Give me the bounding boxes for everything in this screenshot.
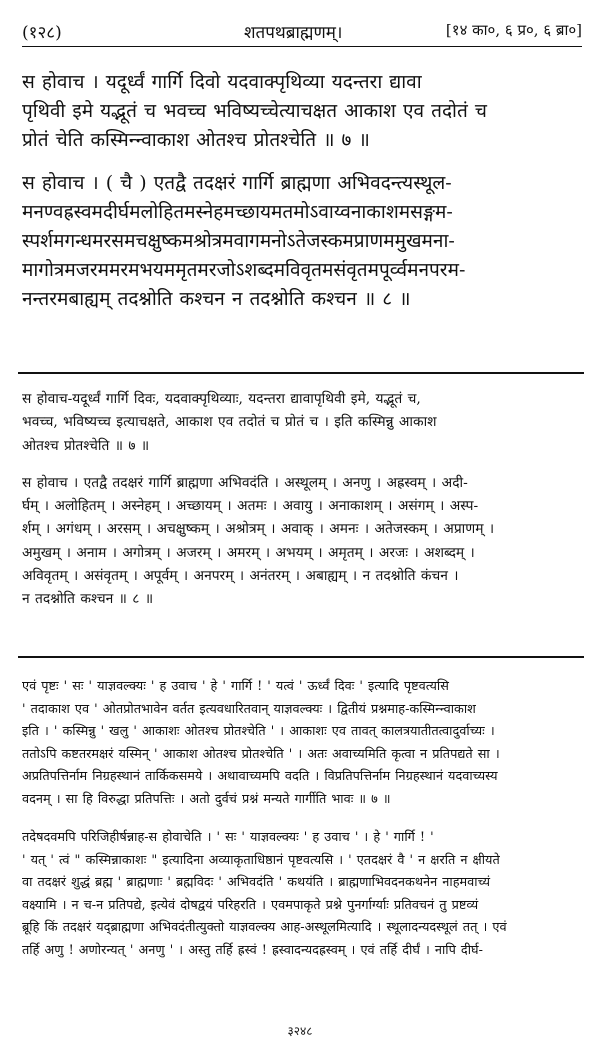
header-page-number: (१२८) xyxy=(22,23,62,43)
padapatha-paragraph-8: स होवाच । एतद्वै तदक्षरं गार्गि ब्राह्मणा अभिवदंति । अस्थूलम् । अनणु । अह्रस्वम् । अदी- र्घम् । अलोहितम् । अस्नेहम् । अच्छायम् । अतमः । अवायु । अनाकाशम् । असंगम् । अस्प- र्शम् । अगंधम् । अरसम् । अचक्षुष्कम् । अश्रोत्रम् । अवाक् । अमनः । अतेजस्कम् । अप्राणम् । अमुखम् । अनाम । अगोत्रम् । अजरम् । अमरम् । अभयम् । अमृतम् । अरजः । अशब्दम् । अविवृतम् । असंवृतम् । अपूर्वम् । अनपरम् । अनंतरम् । अबाह्यम् । न तदश्नोति कंचन । न तदश्नोति कश्चन ॥ ८ ॥ xyxy=(22,474,495,608)
section-divider xyxy=(18,372,584,374)
footer-page-number: ३२४८ xyxy=(287,1024,313,1038)
padapatha-block xyxy=(22,388,584,612)
padapatha-paragraph-7: स होवाच-यदूर्ध्वं गार्गि दिवः, यदवाक्पृथिव्याः, यदन्तरा द्यावापृथिवी इमे, यद्भूतं च, भवच्च, भविष्यच्च इत्याचक्षते, आकाश एव तदोतं च प्रोतं च । इति कस्मिन्नु आकाश ओतश्च प्रोतश्चेति ॥ ७ ॥ xyxy=(22,391,437,454)
mantra-paragraph-7: स होवाच । यदूर्ध्वं गार्गि दिवो यदवाक्पृथिव्या यदन्तरा द्यावा पृथिवी इमे यद्भूतं च भवच्च भविष्यच्चेत्याचक्षत आकाश एव तदोतं च प्रोतं चेति कस्मिन्न्वाकाश ओतश्च प्रोतश्चेति ॥ ७ ॥ xyxy=(22,71,487,151)
header-reference: [१४ का०, ६ प्र०, ६ ब्रा०] xyxy=(445,21,582,39)
commentary-paragraph-8: तदेषदवमपि परिजिहीर्षन्नाह-स होवाचेति । ' सः ' याज्ञवल्क्यः ' ह उवाच ' । हे ' गार्गि ! ' ' यत् ' त्वं " कस्मिन्नाकाशः " इत्यादिना अव्याकृताधिष्ठानं पृष्टवत्यसि । ' एतदक्षरं वै ' न क्षरति न क्षीयते वा तदक्षरं शुद्धं ब्रह्म ' ब्राह्मणाः ' ब्रह्मविदः ' अभिवदंति ' कथयंति । ब्राह्मणाभिवदनकथनेन नाहमवाच्यं वक्ष्यामि । न च-न प्रतिपद्ये, इत्येवं दोषद्वयं परिहरति । एवमपाकृते प्रश्ने पुनर्गार्ग्याः प्रतिवचनं तु प्रष्टव्यं ब्रूहि किं तदक्षरं यद्ब्राह्मणा अभिवदंतीत्युक्तो याज्ञवल्क्य आह-अस्थूलमित्यादि । स्थूलादन्यदस्थूलं तत् । एवं तर्हि अणु ! अणोरन्यत् ' अनणु ' । अस्तु तर्हि ह्रस्वं ! ह्रस्वादन्यदह्रस्वम् । एवं तर्हि दीर्घं । नापि दीर्घ- xyxy=(22,830,507,958)
header-title: शतपथब्राह्मणम्। xyxy=(244,23,343,43)
page-header xyxy=(22,18,582,47)
commentary-paragraph-7: एवं पृष्टः ' सः ' याज्ञवल्क्यः ' ह उवाच ' हे ' गार्गि ! ' यत्वं ' ऊर्ध्वं दिवः ' इत्यादि पृष्टवत्यसि ' तदाकाश एव ' ओतप्रोतभावेन वर्तत इत्यवधारितवान् याज्ञवल्क्यः । द्वितीयं प्रश्नमाह-कस्मिन्न्वाकाश इति । ' कस्मिन्नु ' खलु ' आकाशः ओतश्च प्रोतश्चेति ' । आकाशः एव तावत् कालत्रयातीतत्वादुर्वाच्यः । ततोऽपि कष्टतरमक्षरं यस्मिन् ' आकाश ओतश्च प्रोतश्चेति ' । अतः अवाच्यमिति कृत्वा न प्रतिपद्यते सा । अप्रतिपत्तिर्नाम निग्रहस्थानं तार्किकसमये । अथावाच्यमपि वदति । विप्रतिपत्तिर्नाम निग्रहस्थानं यदवाच्यस्य वदनम् । सा हि विरुद्धा प्रतिपत्तिः । अतो दुर्वचं प्रश्नं मन्यते गार्गीति भावः ॥ ७ ॥ xyxy=(22,679,500,807)
mantra-paragraph-8: स होवाच । ( चै ) एतद्वै तदक्षरं गार्गि ब्राह्मणा अभिवदन्त्यस्थूल- मनण्वह्रस्वमदीर्घमलोहितमस्नेहमच्छायमतमोऽवाय्वनाकाशमसङ्गम- स्पर्शमगन्धमरसमचक्षुष्कमश्रोत्रमवागमनोऽतेजस्कमप्राणममुखमना- मागोत्रमजरममरमभयममृतमरजोऽशब्दमविवृतमसंवृतमपूर्व्वमनपरम- नन्तरमबाह्यम् तदश्नोति कश्चन न तदश्नोति कश्चन ॥ ८ ॥ xyxy=(22,172,466,310)
mantra-text-block xyxy=(22,68,584,314)
section-divider xyxy=(18,656,584,658)
commentary-block xyxy=(22,676,584,962)
